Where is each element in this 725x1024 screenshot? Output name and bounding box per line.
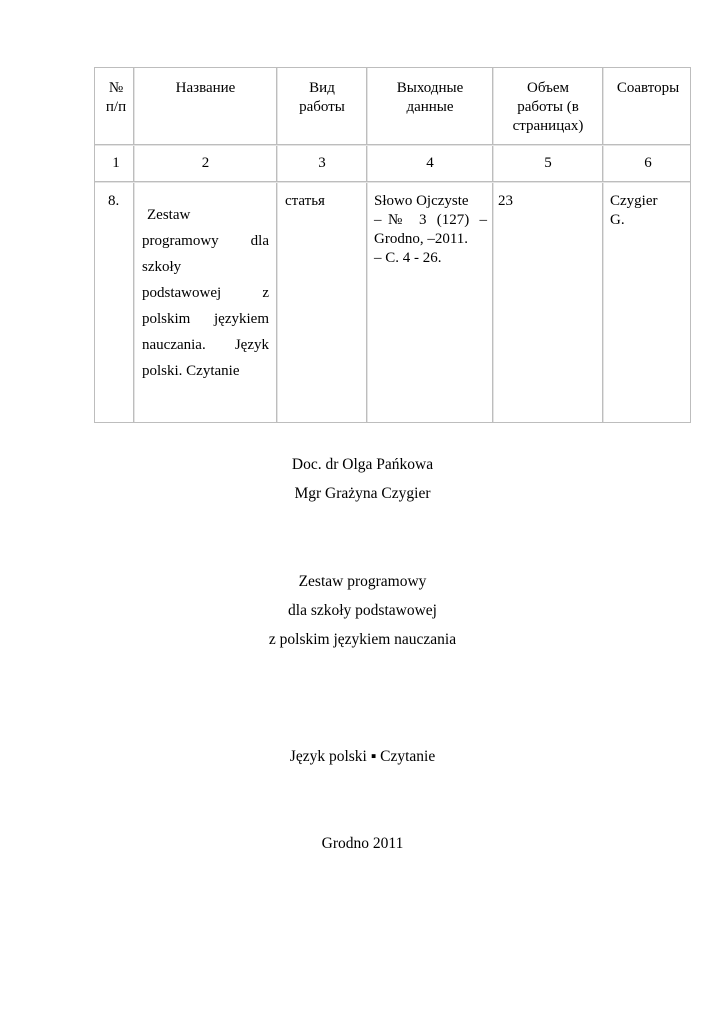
column-number-2: 2: [201, 155, 210, 171]
column-number-4: 4: [426, 155, 434, 171]
row-pages: 23: [498, 193, 513, 209]
header-pages: Объем работы (в страницах): [512, 80, 584, 134]
row-work-type: статья: [285, 193, 325, 209]
column-number-1: 1: [112, 155, 120, 171]
program-title-line-3: z polskim językiem nauczania: [268, 631, 457, 648]
column-number-5: 5: [544, 155, 552, 171]
program-title-line-1: Zestaw programowy: [298, 573, 427, 590]
program-title-line-2: dla szkoły podstawowej: [288, 602, 437, 619]
header-title: Название: [175, 80, 236, 96]
header-number: № п/п: [105, 80, 127, 115]
author-1: Doc. dr Olga Pańkowa: [291, 456, 434, 473]
row-title: Zestaw programowy dla szkoły podstawowej z polskim językiem nauczania. Język polski. Czytanie: [142, 207, 269, 379]
header-output-data: Выходные данные: [396, 80, 464, 115]
header-coauthors: Соавторы: [616, 80, 680, 96]
subject-line: Język polski ▪ Czytanie: [289, 748, 436, 765]
column-number-3: 3: [318, 155, 326, 171]
column-number-6: 6: [644, 155, 652, 171]
row-output-data: Słowo Ojczyste –№ 3 (127) – Grodno, –2011. – С. 4 - 26.: [374, 193, 487, 266]
header-work-type: Вид работы: [299, 80, 345, 115]
row-coauthors: Czygier G.: [610, 193, 658, 228]
place-year: Grodno 2011: [321, 835, 404, 852]
row-number: 8.: [108, 193, 120, 209]
author-2: Mgr Grażyna Czygier: [294, 485, 431, 502]
publications-table: [94, 67, 691, 423]
